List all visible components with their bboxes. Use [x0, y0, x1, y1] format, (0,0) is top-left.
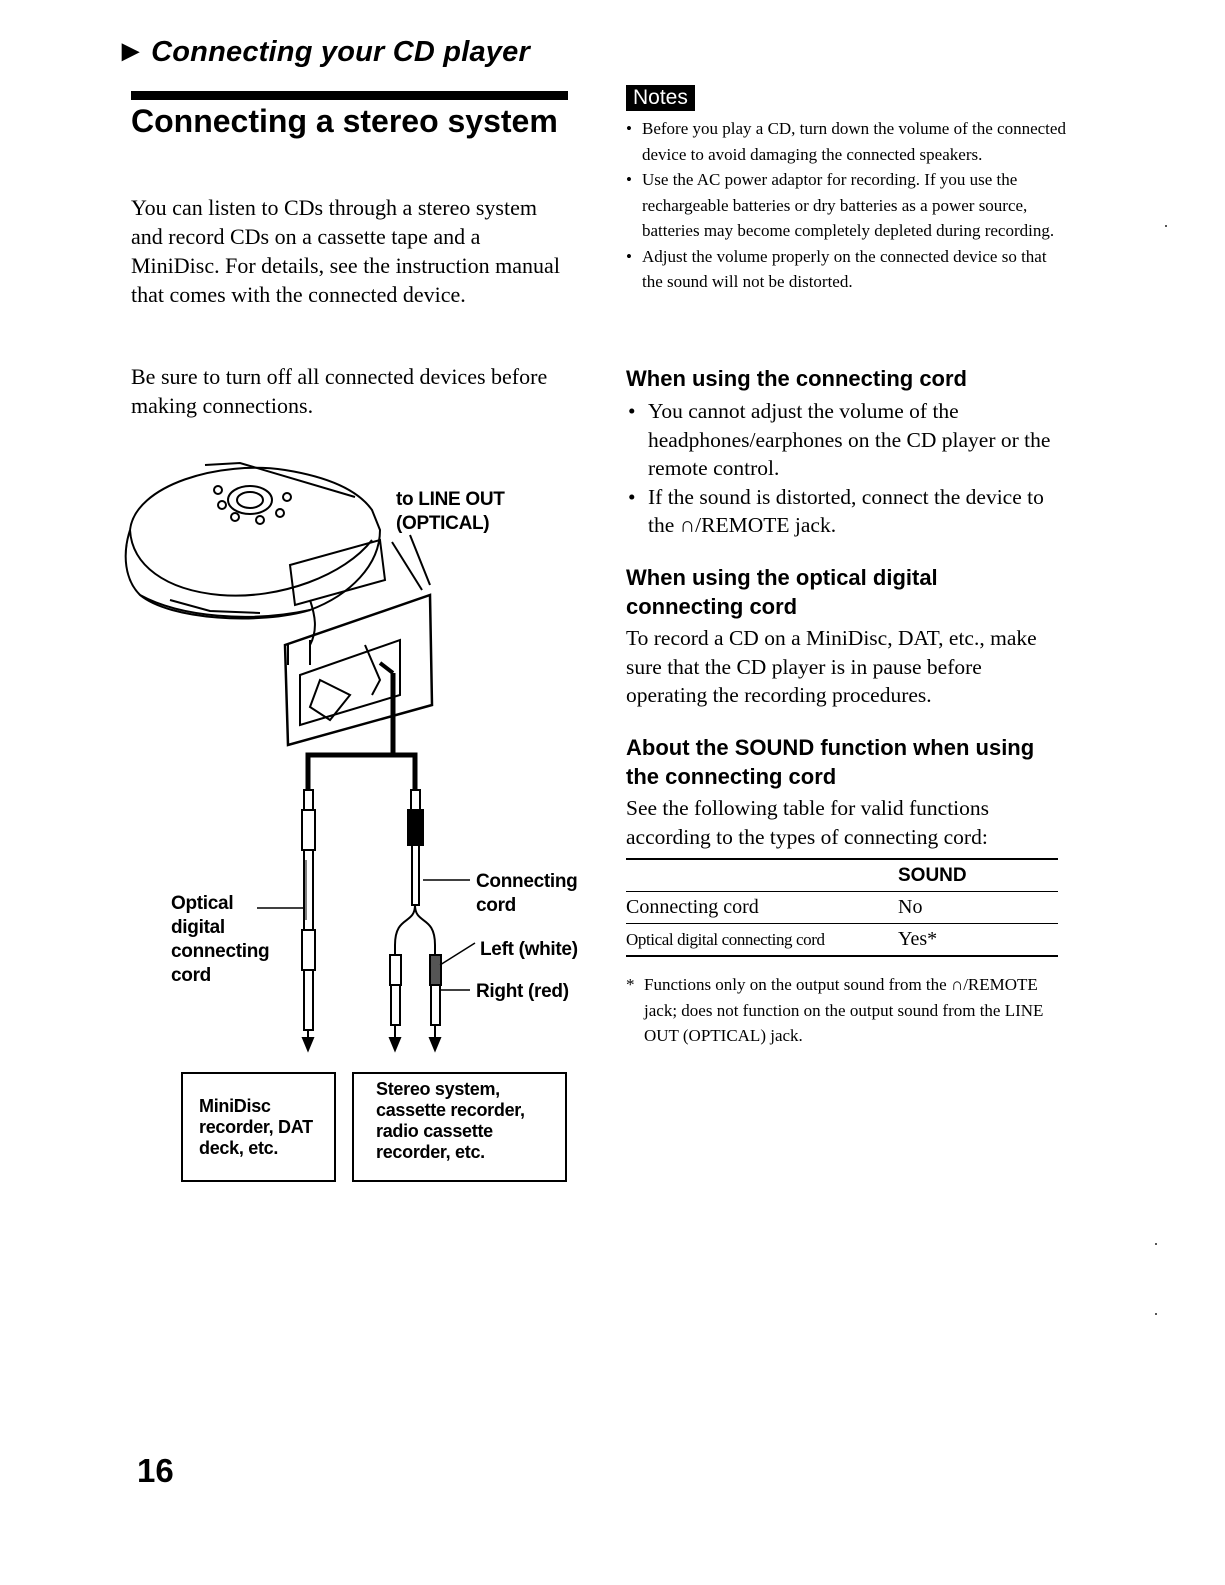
notes-badge: Notes: [626, 85, 695, 111]
section-header: [122, 36, 530, 69]
table-row: [626, 892, 1058, 924]
sound-function-heading: About the SOUND function when using the connecting cord: [626, 735, 1035, 789]
list-item: • You cannot adjust the volume of the headphones/earphones on the CD player or the remote control.: [626, 397, 1066, 483]
triangle-icon: ▶: [122, 38, 140, 63]
list-item: • Adjust the volume properly on the connected device so that the sound will not be distorted.: [626, 244, 1066, 295]
optical-paragraph: To record a CD on a MiniDisc, DAT, etc., make sure that the CD player is in pause before operating the recording procedures.: [626, 626, 1037, 707]
connecting-plug-icon: [390, 790, 441, 1050]
sound-table: [626, 858, 1058, 957]
list-item: • If the sound is distorted, connect the device to the ∩/REMOTE jack.: [626, 483, 1066, 540]
table-cell: Yes*: [898, 928, 938, 950]
connecting-cord-label: Connecting cord: [476, 871, 578, 916]
table-cell: No: [898, 896, 923, 918]
footnote-text: Functions only on the output sound from the ∩/REMOTE jack; does not function on the output sound from the LINE OUT (OPTICAL) jack.: [644, 975, 1044, 1045]
intro-paragraph: You can listen to CDs through a stereo system and record CDs on a cassette tape and a MiniDisc. For details, see the instruction manual that comes with the connected device.: [131, 195, 560, 307]
cd-player-icon: [126, 463, 380, 618]
optical-plug-icon: [302, 790, 315, 1050]
title-rule: [131, 91, 568, 100]
minidisc-box: MiniDisc recorder, DAT deck, etc.: [181, 1072, 336, 1182]
page-title: Connecting a stereo system: [131, 103, 558, 139]
optical-cord-heading: When using the optical digital connecting cord: [626, 565, 938, 619]
footnote-mark: *: [626, 975, 635, 994]
warning-paragraph: Be sure to turn off all connected devices before making connections.: [131, 364, 548, 418]
list-item: • Use the AC power adaptor for recording. If you use the rechargeable batteries or dry batteries as a power source, batteries may become completely depleted during recording.: [626, 167, 1066, 244]
table-footnote: [626, 972, 1046, 1049]
notes-list: [626, 116, 1066, 295]
table-row: [626, 924, 1058, 957]
scan-speck: [1165, 225, 1167, 227]
table-cell: Connecting cord: [626, 896, 759, 918]
list-item: • Before you play a CD, turn down the volume of the connected device to avoid damaging the connected speakers.: [626, 116, 1066, 167]
connecting-cord-heading: When using the connecting cord: [626, 366, 967, 391]
sound-paragraph: See the following table for valid functions according to the types of connecting cord:: [626, 796, 990, 849]
optical-cord-label: Optical digital connecting cord: [171, 893, 270, 986]
table-header-cell: SOUND: [898, 864, 967, 886]
section-header-text: Connecting your CD player: [151, 36, 530, 68]
stereo-system-box: Stereo system, cassette recorder, radio cassette recorder, etc.: [352, 1072, 567, 1182]
table-cell: Optical digital connecting cord: [626, 929, 825, 949]
scan-speck: [1155, 1243, 1157, 1245]
table-header-row: [626, 860, 1058, 892]
page-number: 16: [137, 1452, 174, 1489]
line-out-label: to LINE OUT (OPTICAL): [396, 489, 505, 534]
right-red-label: Right (red): [476, 981, 569, 1002]
left-white-label: Left (white): [480, 939, 578, 960]
scan-speck: [1155, 1313, 1157, 1315]
connecting-cord-list: [626, 397, 1066, 540]
